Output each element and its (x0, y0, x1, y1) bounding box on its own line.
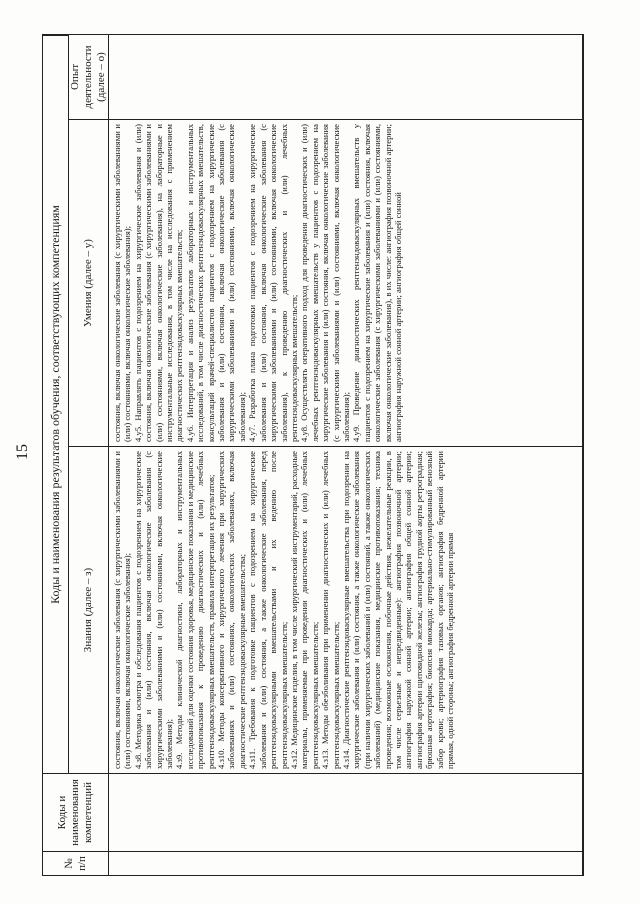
skills-paragraph: 4.у7. Разработка плана подготовки пациентов с подозрением на хирургические заболевания и (или) состояния, включая онкологические заболевания (с хирургическими заболеваниями и (или) состояниями, включая онкологические заболевания), к проведению диагностических и (или) лечебных рентгенэндоваскулярных вмешательств; (247, 124, 299, 442)
knowledge-paragraph: 4.з10. Методы консервативного и хирургического лечения при хирургических заболеваниях и (или) состояниях, онкологических заболеваниях, включая диагностические рентгенэндоваскулярные вмешательства; (216, 451, 247, 769)
knowledge-paragraph: состояния, включая онкологические заболевания (с хирургическими заболеваниями и (или) состояниями, включая онкологические заболевания); (112, 451, 133, 769)
skills-paragraph: 4.у9. Проведение диагностических рентгенэндоваскулярных вмешательств у пациентов с подозрением на хирургические заболевания и (или) состояния, включая онкологические заболевания (с хирургическими заболеваниями и (или) состояниями, включая онкологические заболевания), в их числе: ангиография позвоночной артерии; ангиография наружной сонной артерии; ангиография общей сонной (351, 124, 403, 442)
skills-paragraph: 4.у6. Интерпретация и анализ результатов лабораторных и инструментальных исследований, в том числе диагностических рентгенэндоваскулярных вмешательств, консультаций врачей-специалистов пациентов с подозрением на хирургические заболевания и (или) состояния, включая онкологические заболевания (с хирургическими заболеваниями и (или) состояниями, включая онкологические заболевания); (184, 124, 247, 442)
header-experience: Опыт деятельности (далее – о) (69, 35, 109, 119)
skills-paragraph: 4.у5. Направлять пациентов с подозрением на хирургические заболевания и (или) состояния, включая онкологические заболевания (с хирургическими заболеваниями и (или) состояниями, включая онкологические заболевания), на лабораторные и инструментальные исследования, в том числе на исследования с применением диагностических рентгенэндоваскулярных вмешательств; (132, 124, 185, 442)
header-knowledge: Знания (далее – з) (69, 446, 109, 773)
knowledge-paragraph: 4.з14. Диагностические рентгенэндоваскулярные вмешательства при подозрении на хирургические заболевания и (или) состояния, а также онкологические заболевания (при наличии хирургических заболеваний и (или) состояний, а также онкологических заболеваний) (медицинские показания, медицинские противопоказания; техника проведения; возможные осложнения, побочные действия, нежелательные реакции, в том числе серьезные и непредвиденные): ангиография позвоночной артерии; ангиография наружной сонной артерии; ангиография общей сонной артерии; ангиография артерии щитовидной железы; ангиография грудной аорты ретроградная; брюшная аортография; биопсия миокарда; артериально-стимулированный венозный забор крови; артериография тазовых органов; ангиография бедренной артерии прямая, одной стороны; ангиография бедренной артерии прямая (340, 451, 455, 769)
knowledge-paragraph: 4.з8. Методика осмотра и обследования пациентов с подозрением на хирургические заболевания и (или) состояния, включая онкологические заболевания (с хирургическими заболеваниями и (или) состояниями, включая онкологические заболевания); (132, 451, 175, 769)
header-results: Коды и наименования результатов обучения, соответствующих компетенциям (43, 35, 69, 773)
knowledge-paragraph: 4.з9. Методы клинической диагностики, лабораторных и инструментальных исследований для оценки состояния здоровья, медицинские показания и медицинские противопоказания к проведению диагностических и (или) лечебных рентгенэндоваскулярных вмешательств, правила интерпретации их результатов; (174, 451, 216, 769)
cell-num-empty (109, 851, 583, 875)
knowledge-paragraph: 4.з13. Методы обезболивания при применении диагностических и (или) лечебных рентгенэндоваскулярных вмешательств; (320, 451, 341, 769)
header-num: № п/п (43, 851, 109, 875)
knowledge-paragraph: 4.з11. Требования к подготовке пациентов с подозрением на хирургические заболевания и (или) состояния, а также онкологические заболевания, перед рентгенэндоваскулярными вмешательствами и их ведению после рентгенэндоваскулярных вмешательств; (247, 451, 289, 769)
page-number: 15 (14, 444, 31, 460)
experience-cell-empty (109, 35, 583, 119)
skills-paragraph: 4.у8. Осуществлять оперативного подход для проведения диагностических и (или) лечебных рентгенэндоваскулярных вмешательств у пациентов с подозрением на хирургические заболевания и (или) состояния, включая онкологические заболевания (с хирургическими заболеваниями и (или) состояниями, включая онкологические заболевания); (299, 124, 351, 442)
competency-table (42, 34, 584, 876)
skills-paragraph: состояния, включая онкологические заболевания (с хирургическими заболеваниями и (или) состояниями, включая онкологические заболевания); (112, 124, 133, 442)
table-grid (43, 35, 583, 875)
header-codes: Коды и наименования компетенций (43, 773, 109, 851)
header-skills: Умения (далее – у) (69, 119, 109, 446)
knowledge-paragraph: 4.з12. Медицинские изделия, в том числе хирургический инструментарий, расходные материалы, применяемые при проведении диагностических и (или) лечебных рентгенэндоваскулярных вмешательств; (288, 451, 320, 769)
knowledge-cell (109, 446, 583, 773)
cell-codes-empty (109, 773, 583, 851)
skills-cell (109, 119, 583, 446)
